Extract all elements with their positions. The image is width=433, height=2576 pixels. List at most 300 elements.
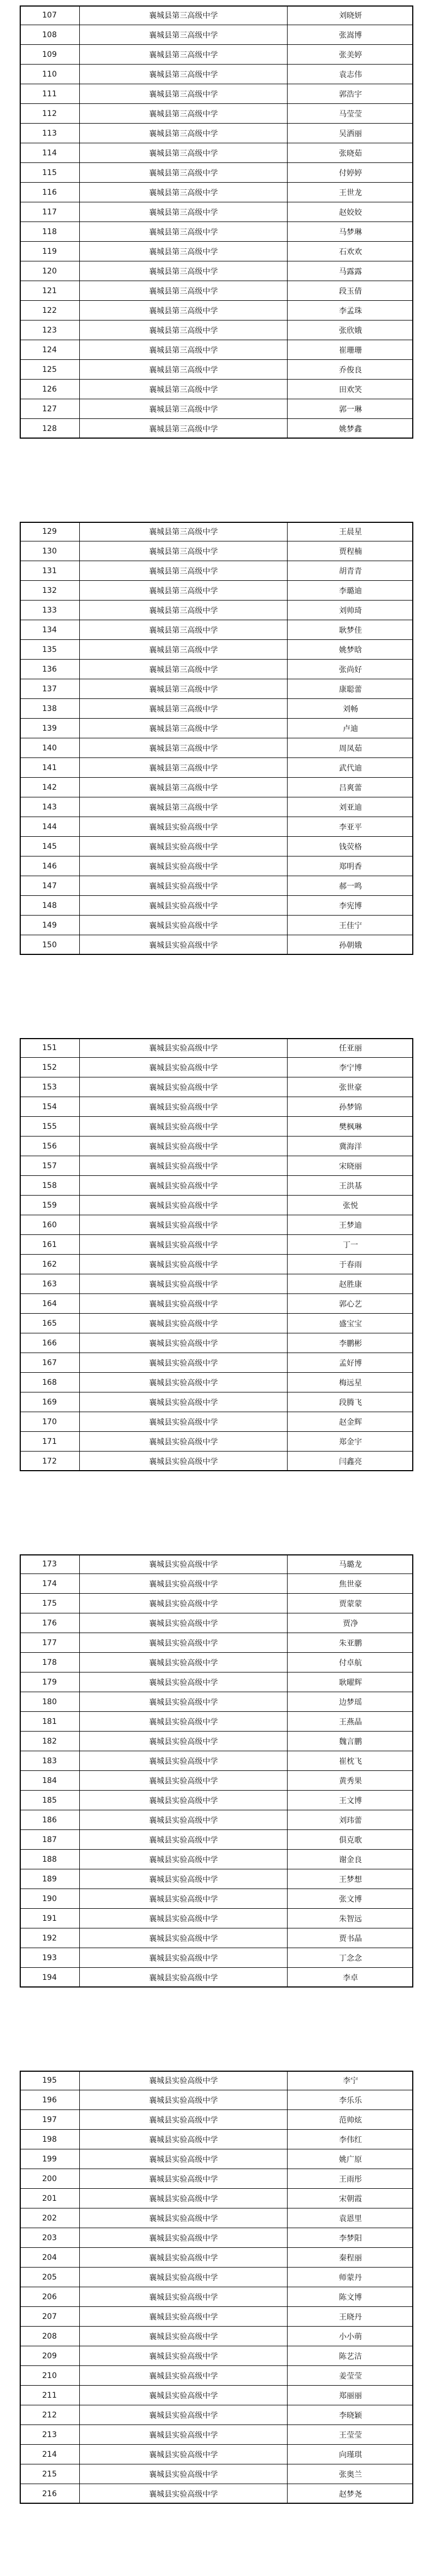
table-row [20,202,413,222]
school-name: 襄城县实验高级中学 [80,1156,288,1175]
school-name: 襄城县实验高级中学 [80,1196,288,1215]
table-row [20,104,413,124]
table-row [20,2327,413,2346]
school-name: 襄城县实验高级中学 [80,1672,288,1692]
row-number: 175 [20,1594,80,1613]
school-name: 襄城县实验高级中学 [80,1452,288,1471]
school-name: 襄城县第三高级中学 [80,719,288,738]
row-number: 207 [20,2307,80,2326]
student-name: 张美婷 [339,50,362,60]
row-number: 209 [20,2346,80,2365]
student-name: 盛宝宝 [339,1319,362,1328]
student-name: 周凤茹 [339,744,362,753]
table-row [20,1732,413,1751]
table-row [20,2445,413,2464]
school-name: 襄城县实验高级中学 [80,1830,288,1849]
row-number: 128 [20,419,80,438]
table-row [20,360,413,380]
student-name: 宋晓丽 [339,1162,362,1171]
row-number: 177 [20,1633,80,1652]
student-name: 张文博 [339,1895,362,1904]
row-number: 179 [20,1672,80,1692]
student-name: 李晓颖 [339,2411,362,2420]
school-name: 襄城县第三高级中学 [80,301,288,320]
table-row [20,601,413,620]
row-number: 110 [20,65,80,84]
school-name: 襄城县实验高级中学 [80,2327,288,2346]
row-number: 125 [20,360,80,379]
student-name: 付卓航 [339,1658,362,1668]
student-name: 姜莹莹 [339,2371,362,2381]
table-row [20,1235,413,1255]
row-number: 157 [20,1156,80,1175]
school-name: 襄城县实验高级中学 [80,1889,288,1908]
table-row [20,660,413,679]
table-row [20,797,413,817]
student-name: 李璐迪 [339,586,362,596]
table-row [20,719,413,738]
student-name: 张奥兰 [339,2470,362,2479]
table-row [20,1077,413,1097]
table-row [20,2149,413,2169]
table-row [20,1869,413,1889]
table-row [20,2169,413,2189]
table-row [20,1333,413,1353]
table-row [20,2248,413,2268]
table-row [20,419,413,439]
table-row [20,2464,413,2484]
school-name: 襄城县实验高级中学 [80,1751,288,1770]
table-row [20,1850,413,1869]
student-name: 张嵩博 [339,31,362,40]
row-number: 163 [20,1274,80,1293]
row-number: 119 [20,242,80,261]
school-name: 襄城县实验高级中学 [80,1968,288,1987]
school-name: 襄城县第三高级中学 [80,561,288,580]
student-name: 师蒙丹 [339,2273,362,2282]
school-name: 襄城县实验高级中学 [80,2130,288,2149]
table-row [20,1751,413,1771]
school-name: 襄城县第三高级中学 [80,738,288,757]
table-row [20,1392,413,1412]
student-name: 秦程丽 [339,2253,362,2263]
school-name: 襄城县实验高级中学 [80,1333,288,1353]
row-number: 166 [20,1333,80,1353]
table-row [20,1353,413,1373]
row-number: 137 [20,679,80,698]
student-name: 李宁博 [339,1063,362,1073]
school-name: 襄城县第三高级中学 [80,758,288,777]
student-name: 赵胜康 [339,1280,362,1289]
school-name: 襄城县实验高级中学 [80,1137,288,1156]
table-row [20,45,413,65]
school-name: 襄城县实验高级中学 [80,1432,288,1451]
school-name: 襄城县实验高级中学 [80,1392,288,1412]
student-name: 吕爽蕾 [339,783,362,792]
school-name: 襄城县实验高级中学 [80,1215,288,1234]
table-row [20,1432,413,1452]
school-name: 襄城县实验高级中学 [80,1712,288,1731]
row-number: 134 [20,620,80,639]
school-name: 襄城县实验高级中学 [80,2307,288,2326]
student-name: 马莹莹 [339,109,362,119]
student-name: 姚广原 [339,2155,362,2164]
student-name: 贾程楠 [339,547,362,556]
school-name: 襄城县实验高级中学 [80,2110,288,2129]
school-name: 襄城县实验高级中学 [80,2208,288,2228]
student-name: 李乐乐 [339,2096,362,2105]
student-name: 俱克歌 [339,1835,362,1845]
row-number: 181 [20,1712,80,1731]
school-name: 襄城县第三高级中学 [80,163,288,182]
school-name: 襄城县实验高级中学 [80,1948,288,1967]
table-page [0,5,433,439]
student-name: 刘畅 [343,704,358,714]
student-name: 李宁 [343,2076,358,2085]
table-row [20,640,413,660]
school-name: 襄城县第三高级中学 [80,399,288,418]
table-row [20,2208,413,2228]
table-row [20,5,413,25]
school-name: 襄城县实验高级中学 [80,856,288,876]
student-name: 闫鑫亮 [339,1457,362,1466]
student-name: 郭一琳 [339,405,362,414]
table-row [20,758,413,778]
student-name: 孙梦锦 [339,1103,362,1112]
school-name: 襄城县实验高级中学 [80,2090,288,2109]
student-name: 赵姣姣 [339,208,362,217]
student-name: 王莹莹 [339,2431,362,2440]
student-name: 贾蒙蒙 [339,1599,362,1608]
school-name: 襄城县第三高级中学 [80,5,288,25]
table-row [20,261,413,281]
row-number: 156 [20,1137,80,1156]
school-name: 襄城县实验高级中学 [80,1554,288,1573]
student-name: 贾净 [343,1619,358,1628]
student-name: 边梦瑶 [339,1698,362,1707]
school-name: 襄城县实验高级中学 [80,2228,288,2247]
row-number: 215 [20,2464,80,2484]
student-name: 于春雨 [339,1260,362,1269]
student-name: 胡青青 [339,567,362,576]
student-name: 段腾飞 [339,1398,362,1407]
row-number: 198 [20,2130,80,2149]
row-number: 180 [20,1692,80,1711]
student-name: 王佳宁 [339,921,362,930]
row-number: 174 [20,1574,80,1593]
student-name: 康聪蕾 [339,685,362,694]
school-name: 襄城县实验高级中学 [80,1097,288,1116]
table-row [20,738,413,758]
student-name: 刘亚迪 [339,803,362,812]
row-number: 159 [20,1196,80,1215]
row-number: 211 [20,2386,80,2405]
table-row [20,2189,413,2208]
school-name: 襄城县实验高级中学 [80,1255,288,1274]
school-name: 襄城县实验高级中学 [80,2248,288,2267]
table-page [0,522,433,955]
row-number: 197 [20,2110,80,2129]
table-row [20,2130,413,2149]
school-name: 襄城县实验高级中学 [80,1771,288,1790]
student-name: 陈文博 [339,2293,362,2302]
school-name: 襄城县实验高级中学 [80,1633,288,1652]
row-number: 118 [20,222,80,241]
school-name: 襄城县第三高级中学 [80,45,288,64]
student-name: 郭心艺 [339,1299,362,1309]
school-name: 襄城县第三高级中学 [80,104,288,123]
school-name: 襄城县第三高级中学 [80,601,288,620]
table-row [20,1928,413,1948]
table-row [20,1613,413,1633]
student-name: 付婷婷 [339,168,362,178]
table-page [0,1554,433,1988]
row-number: 146 [20,856,80,876]
student-name: 吴洒丽 [339,129,362,138]
row-number: 135 [20,640,80,659]
school-name: 襄城县实验高级中学 [80,1928,288,1948]
school-name: 襄城县第三高级中学 [80,143,288,162]
row-number: 143 [20,797,80,817]
student-name: 姚梦鑫 [339,424,362,434]
row-number: 154 [20,1097,80,1116]
student-name: 李鹏彬 [339,1339,362,1348]
student-name: 王梦想 [339,1875,362,1884]
school-name: 襄城县实验高级中学 [80,2071,288,2090]
table-row [20,2287,413,2307]
student-name: 范帅炫 [339,2115,362,2125]
table-row [20,1255,413,1274]
row-number: 200 [20,2169,80,2188]
school-name: 襄城县实验高级中学 [80,2464,288,2484]
school-name: 襄城县实验高级中学 [80,2287,288,2306]
student-name: 李孟珠 [339,306,362,316]
school-name: 襄城县实验高级中学 [80,916,288,935]
school-name: 襄城县实验高级中学 [80,2149,288,2169]
row-number: 199 [20,2149,80,2169]
row-number: 184 [20,1771,80,1790]
student-name: 武代迪 [339,764,362,773]
row-number: 204 [20,2248,80,2267]
table-row [20,1196,413,1215]
school-name: 襄城县第三高级中学 [80,65,288,84]
table-row [20,1038,413,1058]
table-row [20,1968,413,1988]
table-row [20,541,413,561]
row-number: 108 [20,25,80,44]
table-row [20,2386,413,2405]
student-name: 袁恩里 [339,2214,362,2223]
table-row [20,65,413,84]
school-name: 襄城县实验高级中学 [80,1732,288,1751]
row-number: 195 [20,2071,80,2090]
table-row [20,837,413,856]
row-number: 131 [20,561,80,580]
table-row [20,581,413,601]
student-name: 王晨星 [339,527,362,537]
school-name: 襄城县实验高级中学 [80,1692,288,1711]
row-number: 129 [20,522,80,541]
school-name: 襄城县实验高级中学 [80,1373,288,1392]
school-name: 襄城县实验高级中学 [80,1077,288,1097]
table-row [20,1712,413,1732]
student-name: 黄秀果 [339,1776,362,1786]
row-number: 186 [20,1810,80,1829]
school-name: 襄城县实验高级中学 [80,2425,288,2444]
student-name: 王梦迪 [339,1221,362,1230]
student-name: 马璐龙 [339,1560,362,1569]
student-name: 张晓茹 [339,149,362,158]
table-row [20,1889,413,1909]
school-name: 襄城县第三高级中学 [80,281,288,300]
table-row [20,222,413,242]
school-name: 襄城县第三高级中学 [80,699,288,718]
student-name: 崔枕飞 [339,1757,362,1766]
row-number: 167 [20,1353,80,1372]
school-name: 襄城县实验高级中学 [80,1574,288,1593]
school-name: 襄城县实验高级中学 [80,1274,288,1293]
row-number: 162 [20,1255,80,1274]
row-number: 213 [20,2425,80,2444]
row-number: 190 [20,1889,80,1908]
student-name: 王文博 [339,1796,362,1805]
student-name: 贾书晶 [339,1934,362,1943]
student-name: 袁志伟 [339,70,362,79]
row-number: 150 [20,935,80,954]
table-row [20,1771,413,1791]
table-row [20,340,413,360]
table-row [20,1791,413,1810]
school-name: 襄城县实验高级中学 [80,2484,288,2503]
row-number: 116 [20,183,80,202]
student-name: 姚梦晗 [339,645,362,655]
row-number: 155 [20,1117,80,1136]
table-row [20,1373,413,1392]
student-name: 赵金辉 [339,1418,362,1427]
row-number: 148 [20,896,80,915]
table-row [20,620,413,640]
table-row [20,143,413,163]
student-name: 李伟红 [339,2135,362,2144]
row-number: 170 [20,1412,80,1431]
row-number: 123 [20,320,80,340]
school-name: 襄城县实验高级中学 [80,2346,288,2365]
table-row [20,1176,413,1196]
student-name: 石欢欢 [339,247,362,257]
school-name: 襄城县第三高级中学 [80,340,288,359]
student-name: 孙朝娥 [339,941,362,950]
student-name: 张悦 [343,1201,358,1210]
school-name: 襄城县实验高级中学 [80,2445,288,2464]
school-name: 襄城县实验高级中学 [80,2405,288,2425]
student-name: 谢金良 [339,1855,362,1864]
row-number: 216 [20,2484,80,2503]
row-number: 133 [20,601,80,620]
student-name: 卢迪 [343,724,358,733]
school-name: 襄城县第三高级中学 [80,360,288,379]
row-number: 160 [20,1215,80,1234]
table-row [20,2346,413,2366]
school-name: 襄城县实验高级中学 [80,1058,288,1077]
table-row [20,281,413,301]
row-number: 130 [20,541,80,561]
table-row [20,522,413,541]
school-name: 襄城县实验高级中学 [80,1810,288,1829]
table-row [20,1810,413,1830]
table-row [20,1672,413,1692]
table-row [20,183,413,202]
school-name: 襄城县实验高级中学 [80,2189,288,2208]
table-row [20,1692,413,1712]
student-name: 丁念念 [339,1954,362,1963]
student-name: 陈艺洁 [339,2352,362,2361]
student-name: 钱荧格 [339,842,362,852]
school-name: 襄城县实验高级中学 [80,1869,288,1889]
school-name: 襄城县实验高级中学 [80,1594,288,1613]
student-name: 王燕晶 [339,1717,362,1727]
table-row [20,1574,413,1594]
school-name: 襄城县第三高级中学 [80,419,288,438]
table-row [20,1554,413,1574]
row-number: 178 [20,1653,80,1672]
row-number: 171 [20,1432,80,1451]
school-name: 襄城县实验高级中学 [80,1791,288,1810]
school-name: 襄城县实验高级中学 [80,1613,288,1633]
school-name: 襄城县实验高级中学 [80,1117,288,1136]
school-name: 襄城县实验高级中学 [80,1653,288,1672]
student-name: 李梦阳 [339,2234,362,2243]
row-number: 114 [20,143,80,162]
table-row [20,935,413,955]
table-row [20,2110,413,2130]
table-row [20,1633,413,1653]
row-number: 109 [20,45,80,64]
row-number: 172 [20,1452,80,1471]
table-row [20,1274,413,1294]
school-name: 襄城县实验高级中学 [80,876,288,895]
row-number: 132 [20,581,80,600]
school-name: 襄城县实验高级中学 [80,817,288,836]
school-name: 襄城县实验高级中学 [80,2268,288,2287]
row-number: 210 [20,2366,80,2385]
row-number: 188 [20,1850,80,1869]
row-number: 205 [20,2268,80,2287]
table-page [0,1038,433,1471]
row-number: 147 [20,876,80,895]
student-name: 王晓丹 [339,2312,362,2322]
row-number: 187 [20,1830,80,1849]
school-name: 襄城县第三高级中学 [80,242,288,261]
row-number: 161 [20,1235,80,1254]
student-name: 梅远星 [339,1378,362,1388]
table-row [20,242,413,261]
school-name: 襄城县实验高级中学 [80,2169,288,2188]
table-row [20,163,413,183]
student-name: 崔珊珊 [339,346,362,355]
row-number: 203 [20,2228,80,2247]
row-number: 189 [20,1869,80,1889]
student-name: 耿梦佳 [339,626,362,635]
table-row [20,1830,413,1850]
row-number: 107 [20,5,80,25]
row-number: 115 [20,163,80,182]
student-name: 王雨彤 [339,2175,362,2184]
row-number: 206 [20,2287,80,2306]
table-row [20,1948,413,1968]
table-row [20,2405,413,2425]
row-number: 112 [20,104,80,123]
row-number: 194 [20,1968,80,1987]
